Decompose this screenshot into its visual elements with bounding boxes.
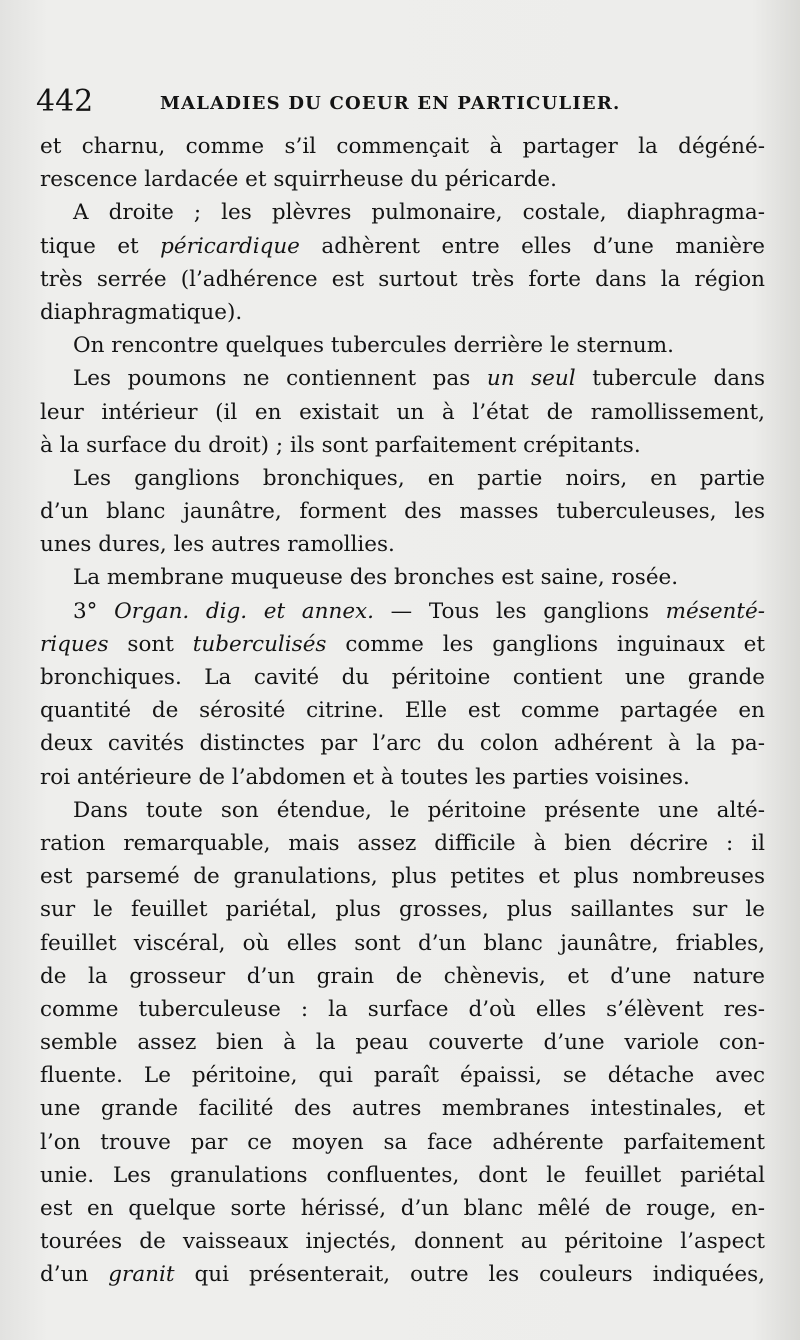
- text-line: [40, 196, 765, 229]
- body-text: [40, 130, 765, 1292]
- text-line: [40, 694, 765, 727]
- text-line: [40, 130, 765, 163]
- text-span: ration remarquable, mais assez difficile à bien décrire : il: [40, 830, 765, 856]
- text-span: est parsemé de granulations, plus petites et plus nombreuses: [40, 864, 765, 890]
- italic-text: granit: [108, 1262, 175, 1288]
- text-span: La membrane muqueuse des bronches est saine, rosée.: [73, 565, 679, 591]
- text-span: de la grosseur d’un grain de chènevis, et d’une nature: [40, 963, 765, 989]
- text-span: tubercule dans: [575, 366, 766, 392]
- text-span: roi antérieure de l’abdomen et à toutes les parties voisines.: [40, 764, 690, 790]
- text-line: [40, 761, 765, 794]
- text-span: l’on trouve par ce moyen sa face adhérente parfaitement: [40, 1129, 765, 1155]
- text-span: sur le feuillet pariétal, plus grosses, plus saillantes sur le: [40, 897, 765, 923]
- text-span: leur intérieur (il en existait un à l’état de ramollissement,: [40, 399, 765, 425]
- text-span: tique et: [40, 233, 161, 259]
- text-line: [40, 429, 765, 462]
- text-line: [40, 1192, 765, 1225]
- text-span: qui présenterait, outre les couleurs indiquées,: [174, 1262, 765, 1288]
- text-span: diaphragmatique).: [40, 299, 243, 325]
- text-span: tourées de vaisseaux injectés, donnent au péritoine l’aspect: [40, 1229, 765, 1255]
- text-span: d’un blanc jaunâtre, forment des masses tuberculeuses, les: [40, 499, 765, 525]
- text-line: [40, 561, 765, 594]
- text-span: deux cavités distinctes par l’arc du colon adhérent à la pa-: [40, 731, 765, 757]
- text-span: est en quelque sorte hérissé, d’un blanc mêlé de rouge, en-: [40, 1196, 765, 1221]
- text-line: [40, 362, 765, 395]
- text-span: comme les ganglions inguinaux et: [326, 631, 766, 657]
- italic-text: riques: [40, 631, 109, 657]
- text-line: [40, 1225, 765, 1258]
- text-span: quantité de sérosité citrine. Elle est comme partagée en: [40, 698, 765, 724]
- text-span: comme tuberculeuse : la surface d’où elles s’élèvent res-: [40, 996, 765, 1022]
- text-span: très serrée (l’adhérence est surtout très forte dans la région: [40, 266, 765, 292]
- text-span: fluente. Le péritoine, qui paraît épaissi, se détache avec: [40, 1063, 765, 1089]
- text-line: [40, 163, 765, 196]
- text-line: [40, 495, 765, 528]
- text-line: [40, 927, 765, 960]
- text-line: [40, 860, 765, 893]
- text-line: [40, 462, 765, 495]
- text-span: 3°: [73, 598, 115, 624]
- text-span: — Tous les ganglions: [374, 598, 666, 624]
- text-line: [40, 993, 765, 1026]
- text-span: feuillet viscéral, où elles sont d’un blanc jaunâtre, friables,: [40, 930, 765, 956]
- italic-text: mésenté-: [665, 598, 766, 624]
- text-line: [40, 396, 765, 429]
- text-line: [40, 827, 765, 860]
- text-span: unes dures, les autres ramollies.: [40, 532, 395, 558]
- page-number: 442: [36, 84, 94, 119]
- text-span: unie. Les granulations confluentes, dont le feuillet pariétal: [40, 1162, 765, 1188]
- text-span: adhèrent entre elles d’une manière: [299, 233, 765, 259]
- page-header: [36, 82, 766, 122]
- text-span: sont: [108, 631, 193, 657]
- text-line: [40, 893, 765, 926]
- text-line: [40, 1092, 765, 1125]
- italic-text: tuberculisés: [192, 631, 327, 657]
- text-line: [40, 595, 765, 628]
- text-line: [40, 230, 765, 263]
- text-span: d’un: [40, 1262, 109, 1288]
- text-span: une grande facilité des autres membranes intestinales, et: [40, 1096, 765, 1122]
- italic-text: un seul: [486, 366, 576, 392]
- italic-text: Organ. dig. et annex.: [114, 598, 375, 624]
- text-span: rescence lardacée et squirrheuse du péricarde.: [40, 167, 557, 193]
- text-span: On rencontre quelques tubercules derrière le sternum.: [73, 333, 674, 359]
- text-span: Les ganglions bronchiques, en partie noirs, en partie: [73, 465, 765, 491]
- text-line: [40, 1159, 765, 1192]
- text-line: [40, 329, 765, 362]
- text-line: [40, 1126, 765, 1159]
- text-span: à la surface du droit) ; ils sont parfaitement crépitants.: [40, 432, 641, 458]
- text-line: [40, 661, 765, 694]
- text-span: Les poumons ne contiennent pas: [73, 366, 487, 392]
- text-line: [40, 528, 765, 561]
- text-span: et charnu, comme s’il commençait à partager la dégéné-: [40, 134, 765, 159]
- italic-text: péricardique: [160, 233, 300, 259]
- text-span: Dans toute son étendue, le péritoine présente une alté-: [73, 797, 765, 823]
- text-line: [40, 263, 765, 296]
- text-line: [40, 727, 765, 760]
- text-line: [40, 296, 765, 329]
- text-line: [40, 794, 765, 827]
- text-span: semble assez bien à la peau couverte d’une variole con-: [40, 1030, 765, 1056]
- text-span: A droite ; les plèvres pulmonaire, costale, diaphragma-: [73, 200, 765, 226]
- text-span: bronchiques. La cavité du péritoine contient une grande: [40, 665, 765, 690]
- text-line: [40, 1026, 765, 1059]
- text-line: [40, 960, 765, 993]
- running-head: MALADIES DU COEUR EN PARTICULIER.: [160, 93, 621, 114]
- text-line: [40, 628, 765, 661]
- text-line: [40, 1258, 765, 1291]
- text-line: [40, 1059, 765, 1092]
